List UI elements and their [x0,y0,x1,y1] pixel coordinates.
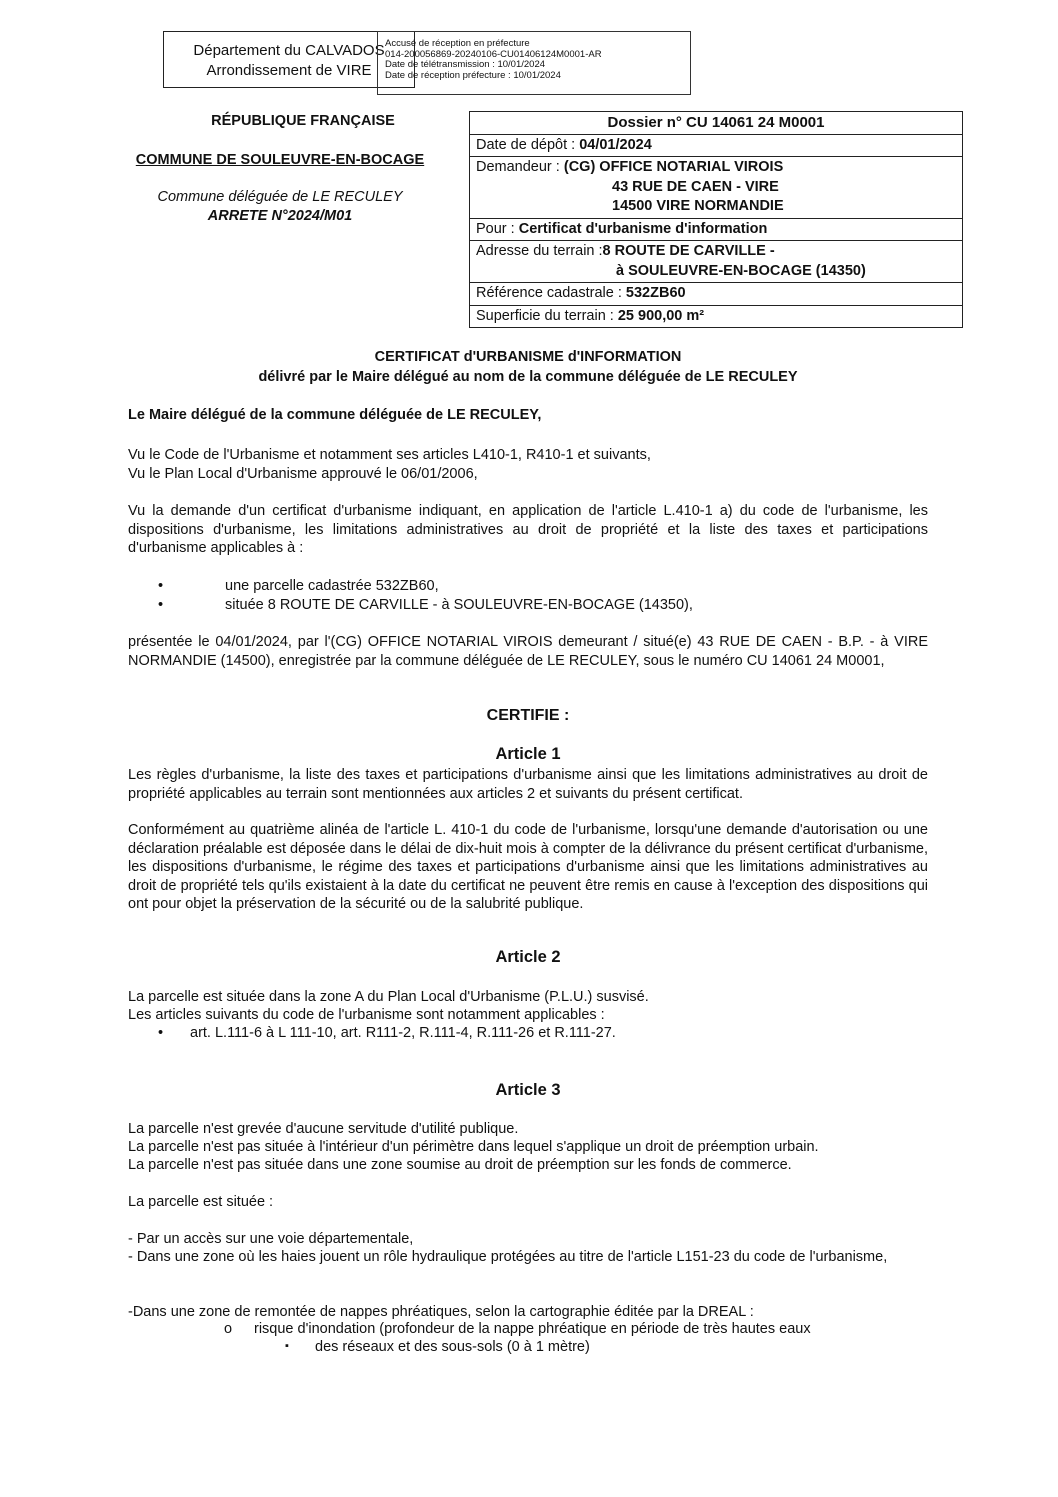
reference-label: Référence cadastrale : [476,285,626,301]
certifie-heading: CERTIFIE : [486,707,570,724]
dossier-table [469,111,963,328]
article-3-heading: Article 3 [495,1081,561,1099]
article-3-l1: La parcelle n'est grevée d'aucune servitude d'utilité publique. [128,1121,519,1137]
article-1-p2: Conformément au quatrième alinéa de l'article L. 410-1 du code de l'urbanisme, lorsqu'une demande d'autorisation ou une déclaration préalable est déposée dans le délai de dix-huit mois à compter de la délivrance du présent certificat d'urbanisme, les dispositions d'urbanisme, le régime des taxes et participations d'urbanisme ainsi que les limitations administratives au droit de propriété tels qu'ils existaient à la date du certificat ne peuvent être remis en cause à l'exception des dispositions qui ont pour objet la préservation de la sécurité ou de la salubrité publique. [128,822,928,912]
bullet-icon: • [158,597,164,613]
article-3-l2: La parcelle n'est pas située à l'intérieur d'un périmètre dans lequel s'applique un droit de préemption urbain. [128,1139,819,1155]
bullet-icon: • [158,578,164,594]
commune-deleguee: Commune déléguée de LE RECULEY [157,189,403,205]
republique-heading: RÉPUBLIQUE FRANÇAISE [211,113,395,129]
pour-row [470,218,963,241]
article-3-reseaux-text: des réseaux et des sous-sols (0 à 1 mètre) [315,1339,590,1355]
arrete-number: ARRETE N°2024/M01 [207,208,353,224]
vu-code: Vu le Code de l'Urbanisme et notamment ses articles L410-1, R410-1 et suivants, [128,447,651,463]
reference-value: 532ZB60 [625,285,686,301]
square-bullet-icon: ▪ [285,1340,289,1352]
departement-label: Département du CALVADOS [193,42,385,59]
article-3-acces: - Par un accès sur une voie départementale, [128,1231,414,1247]
dossier-number: Dossier n° CU 14061 24 M0001 [470,112,963,135]
prefecture-stamp [377,31,691,95]
vu-demande: Vu la demande d'un certificat d'urbanisme indiquant, en application de l'article L.410-1 a) du code de l'urbanisme, les dispositions d'urbanisme, les limitations administratives au droit de propriété et la liste des taxes et participations d'urbanisme applicables à : [128,503,928,556]
adresse-row [470,241,963,283]
presentee-paragraph: présentée le 04/01/2024, par l'(CG) OFFICE NOTARIAL VIROIS demeurant / situé(e) 43 RUE DE CAEN - B.P. - à VIRE NORMANDIE (14500), enregistrée par la commune déléguée de LE RECULEY, sous le numéro CU 14061 24 M0001, [128,634,928,669]
reference-row [470,283,963,306]
date-depot-label: Date de dépôt : [476,136,580,153]
bullet-icon: • [158,1025,164,1041]
article-3-l3: La parcelle n'est pas située dans une zone soumise au droit de préemption sur les fonds de commerce. [128,1157,792,1173]
superficie-value: 25 900,00 m² [617,307,705,324]
demandeur-row [470,157,963,219]
certificate-subtitle: délivré par le Maire délégué au nom de la commune déléguée de LE RECULEY [258,369,798,385]
stamp-line: Date de télétransmission : 10/01/2024 [385,59,546,70]
vu-plu: Vu le Plan Local d'Urbanisme approuvé le 06/01/2006, [128,466,478,482]
circle-bullet-icon: o [224,1321,233,1337]
article-1-p1: Les règles d'urbanisme, la liste des taxes et participations d'urbanisme ainsi que les limitations administratives au droit de propriété applicables au terrain sont mentionnées aux articles 2 et suivants du présent certificat. [128,767,928,802]
superficie-row [470,305,963,328]
adresse-line-1: 8 ROUTE DE CARVILLE - [602,243,775,259]
article-2-heading: Article 2 [495,948,561,966]
stamp-line: 014-200056869-20240106-CU01406124M0001-AR [385,48,602,60]
demandeur-label: Demandeur : [476,159,564,175]
article-2-bullet-text: art. L.111-6 à L 111-10, art. R111-2, R.111-4, R.111-26 et R.111-27. [190,1025,616,1041]
stamp-line: Date de réception préfecture : 10/01/2024 [385,69,561,81]
date-depot-row [470,134,963,157]
article-1-heading: Article 1 [495,745,561,763]
maire-line: Le Maire délégué de la commune déléguée de LE RECULEY, [128,407,542,423]
bullet-situee-text: située 8 ROUTE DE CARVILLE - à SOULEUVRE-EN-BOCAGE (14350), [225,597,693,613]
commune-heading: COMMUNE DE SOULEUVRE-EN-BOCAGE [135,152,425,168]
article-3-situee: La parcelle est située : [128,1194,274,1210]
date-depot-value: 04/01/2024 [579,136,652,153]
arrondissement-label: Arrondissement de VIRE [206,62,372,79]
article-3-nappes: -Dans une zone de remontée de nappes phréatiques, selon la cartographie éditée par la DREAL : [128,1304,754,1320]
article-2-p1: La parcelle est située dans la zone A du Plan Local d'Urbanisme (P.L.U.) susvisé. [128,989,649,1005]
demandeur-address-2: 14500 VIRE NORMANDIE [612,198,784,214]
certificate-title: CERTIFICAT d'URBANISME d'INFORMATION [374,349,682,365]
demandeur-name: (CG) OFFICE NOTARIAL VIROIS [563,159,784,175]
bullet-parcelle-text: une parcelle cadastrée 532ZB60, [225,578,439,594]
adresse-label: Adresse du terrain : [476,243,603,259]
demandeur-address-1: 43 RUE DE CAEN - VIRE [612,178,779,195]
adresse-line-2: à SOULEUVRE-EN-BOCAGE (14350) [616,262,866,279]
article-3-risque-text: risque d'inondation (profondeur de la nappe phréatique en période de très hautes eaux [254,1321,811,1337]
superficie-label: Superficie du terrain : [476,307,618,324]
stamp-line: Accusé de réception en préfecture [385,38,530,49]
pour-value: Certificat d'urbanisme d'information [518,220,768,237]
article-2-p2: Les articles suivants du code de l'urbanisme sont notamment applicables : [128,1007,605,1023]
pour-label: Pour : [476,220,519,237]
article-3-haies: - Dans une zone où les haies jouent un rôle hydraulique protégées au titre de l'article L151-23 du code de l'urbanisme, [128,1249,888,1265]
